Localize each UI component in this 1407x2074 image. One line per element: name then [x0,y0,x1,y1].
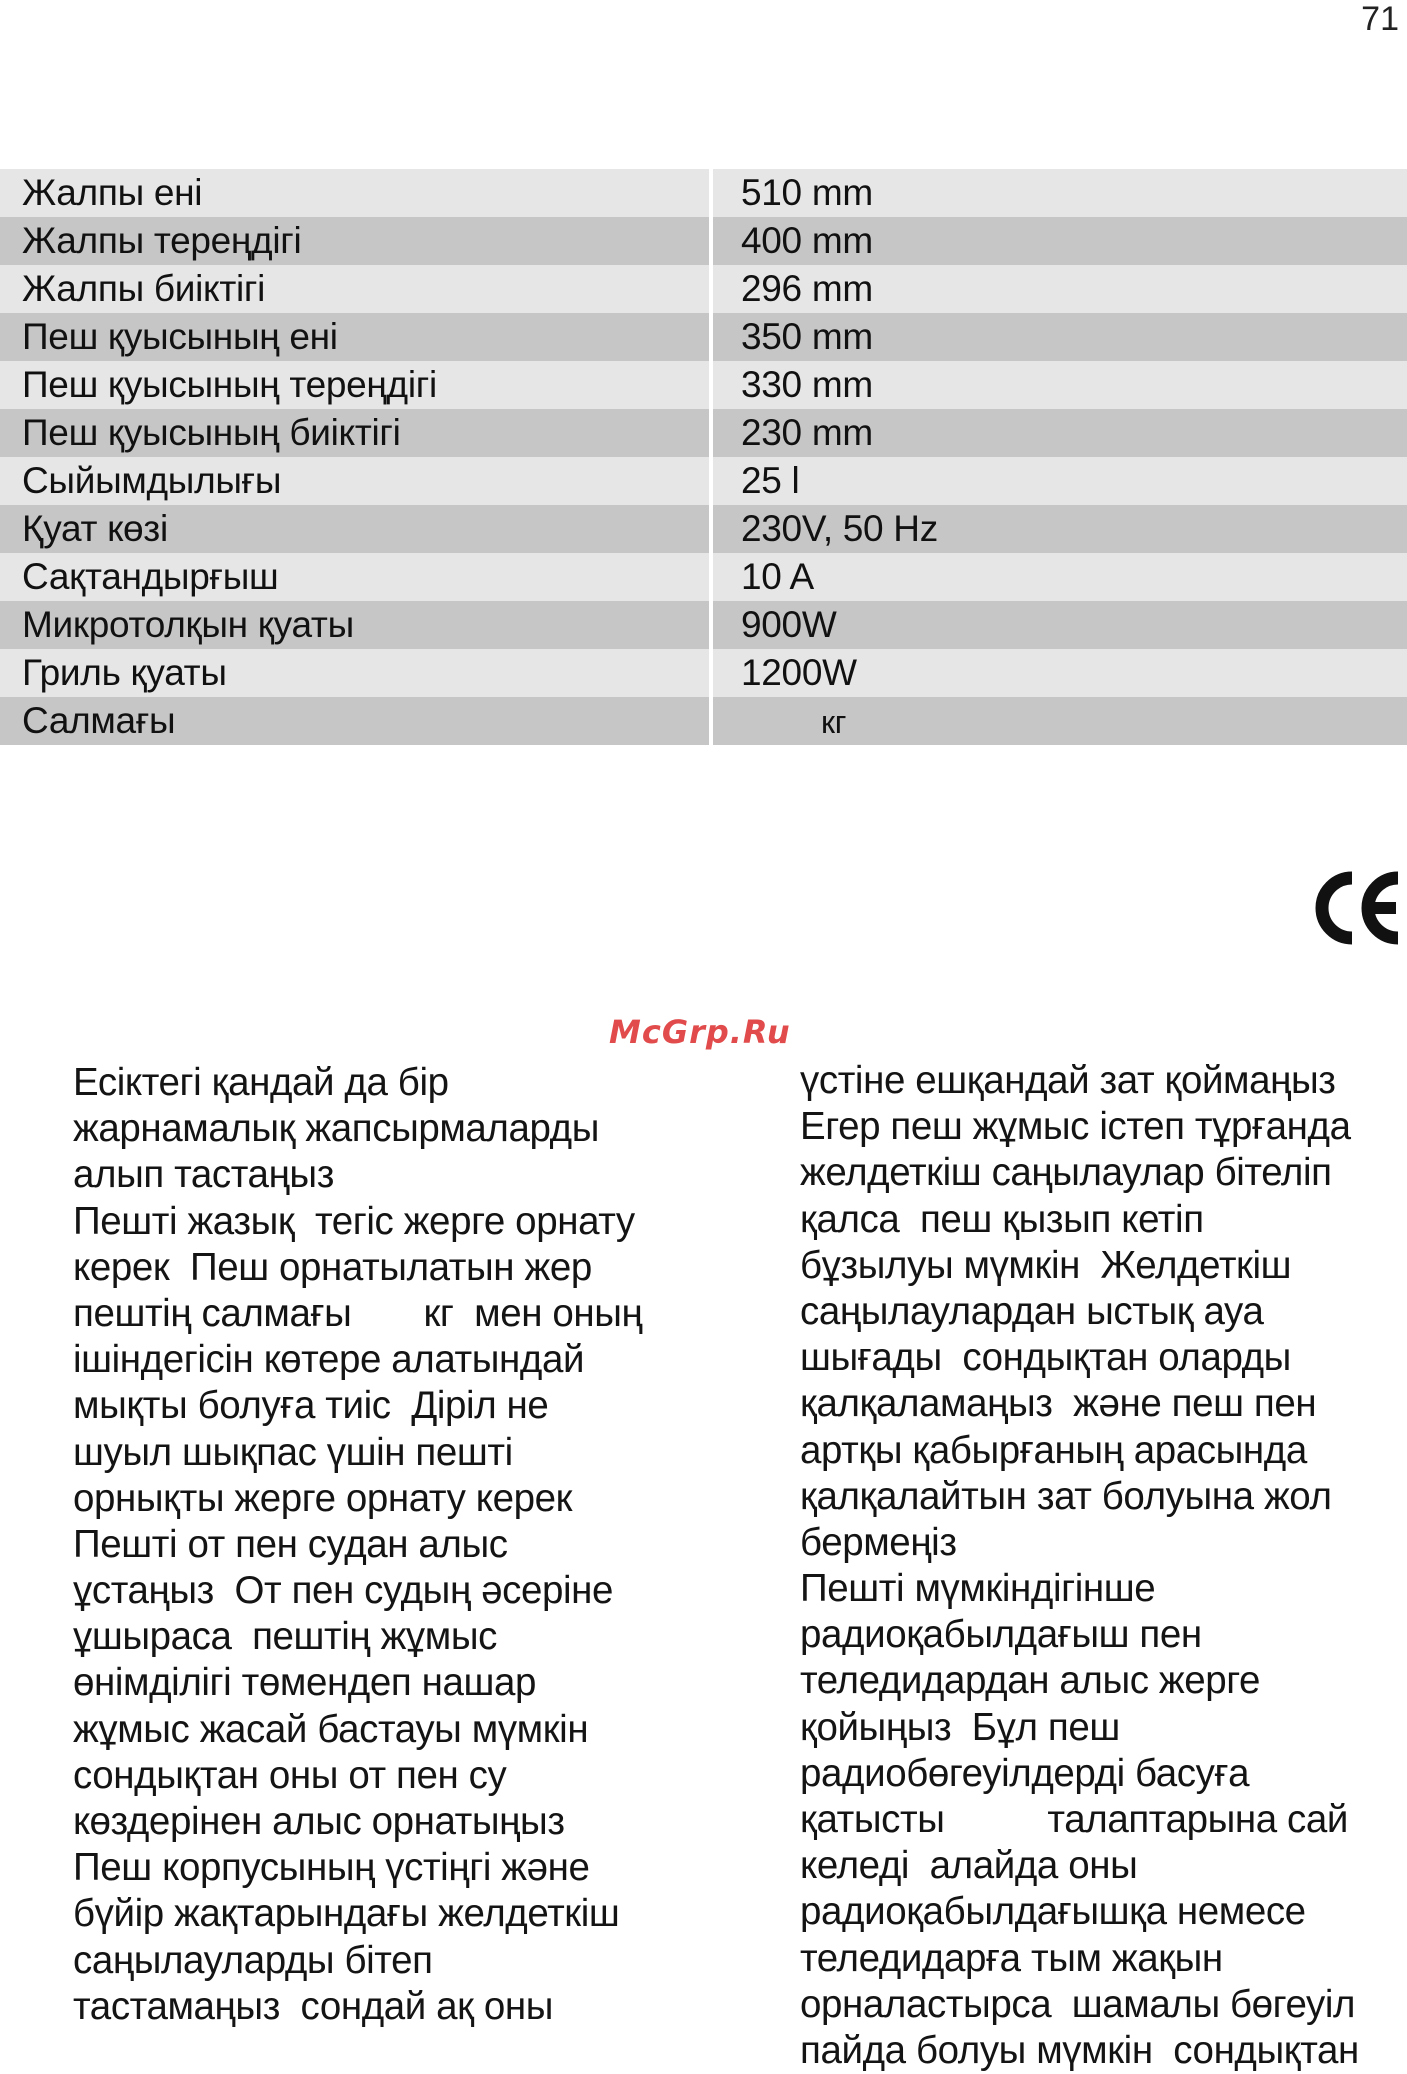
text-line: желдеткіш саңылаулар бітеліп [800,1151,1332,1195]
text-line: радиобөгеуілдерді басуға [800,1751,1250,1795]
spec-label: Жалпы тереңдігі [0,217,709,265]
spec-row [0,409,1407,457]
text-line: артқы қабырғаның арасында [800,1428,1307,1472]
text-line: Егер пеш жұмыс істеп тұрғанда [800,1105,1351,1149]
text-line: қалқалайтын зат болуына жол [800,1474,1332,1518]
spec-value: 1200W [713,649,1407,697]
text-line: қатысты талаптарына сай [800,1798,1349,1841]
spec-value: 510 mm [713,169,1407,217]
spec-label: Қуат көзі [0,505,709,553]
text-line: бермеңіз [800,1520,957,1564]
spec-row [0,313,1407,361]
spec-row [0,505,1407,553]
text-line: Есіктегі қандай да бір [73,1061,449,1104]
text-line: жұмыс жасай бастауы мүмкін [73,1707,589,1751]
spec-value-text: кг [821,704,847,740]
text-line: келеді алайда оны [800,1844,1138,1888]
ce-mark-icon [1312,870,1404,946]
text-line: радиоқабылдағышқа немесе [800,1890,1306,1934]
spec-value: 350 mm [713,313,1407,361]
spec-row [0,217,1407,265]
spec-value: 296 mm [713,265,1407,313]
text-line: шуыл шықпас үшін пешті [73,1430,513,1474]
text-line: саңылаулардан ыстық ауа [800,1289,1264,1333]
text-line: радиоқабылдағыш пен [800,1613,1202,1657]
page-number: 71 [1361,0,1399,38]
spec-row [0,601,1407,649]
text-line: ұстаңыз От пен судың әсеріне [73,1569,614,1613]
spec-value: 330 mm [713,361,1407,409]
spec-label: Пеш қуысының биіктігі [0,409,709,457]
text-line: ішіндегісін көтере алатындай [73,1338,585,1382]
text-line: бұзылуы мүмкін Желдеткіш [800,1243,1292,1287]
spec-row [0,457,1407,505]
text-line: саңылауларды бітеп [73,1938,433,1982]
text-line: жарнамалық жапсырмаларды [73,1107,599,1151]
watermark: McGrp.Ru [609,1013,791,1051]
text-line: ұшыраса пештің жұмыс [73,1615,497,1659]
text-line: бүйір жақтарындағы желдеткіш [73,1892,620,1936]
text-line: Пешті от пен судан алыс [73,1522,508,1566]
spec-label: Сыйымдылығы [0,457,709,505]
spec-label: Жалпы ені [0,169,709,217]
spec-label: Сақтандырғыш [0,553,709,601]
text-line: қалқаламаңыз және пеш пен [800,1382,1317,1426]
spec-value [713,697,1407,745]
text-line: пештің салмағы кг мен оның [73,1291,643,1335]
text-line: орнықты жерге орнату керек [73,1476,573,1520]
text-line: үстіне ешқандай зат қоймаңыз [800,1059,1336,1102]
spec-value: 25 l [713,457,1407,505]
text-line: теледидардан алыс жерге [800,1659,1261,1703]
text-line: қалса пеш қызып кетіп [800,1197,1204,1241]
spec-label: Пеш қуысының тереңдігі [0,361,709,409]
text-line: пайда болуы мүмкін сондықтан [800,2028,1359,2072]
spec-value: 900W [713,601,1407,649]
spec-row [0,649,1407,697]
text-line: Пеш корпусының үстіңгі және [73,1846,590,1890]
left-text-column [73,1060,642,2030]
text-line: алып тастаңыз [73,1153,334,1197]
text-line: қойыңыз Бұл пеш [800,1705,1120,1749]
spec-row [0,553,1407,601]
text-line: Пешті мүмкіндігінше [800,1567,1156,1611]
spec-row [0,697,1407,745]
spec-table [0,169,1407,745]
text-line: сондықтан оны от пен су [73,1753,507,1797]
spec-row [0,265,1407,313]
spec-row [0,169,1407,217]
spec-label: Гриль қуаты [0,649,709,697]
text-line: тастамаңыз сондай ақ оны [73,1984,554,2028]
spec-label: Салмағы [0,697,709,745]
text-line: теледидарға тым жақын [800,1936,1223,1980]
spec-value: 400 mm [713,217,1407,265]
text-line: керек Пеш орнатылатын жер [73,1245,592,1289]
spec-value: 230 mm [713,409,1407,457]
spec-row [0,361,1407,409]
text-line: көздерінен алыс орнатыңыз [73,1800,565,1843]
spec-label: Микротолқын қуаты [0,601,709,649]
right-text-column [800,1058,1359,2074]
text-line: шығады сондықтан оларды [800,1336,1291,1380]
text-line: өнімділігі төмендеп нашар [73,1661,537,1705]
text-line: Пешті жазық тегіс жерге орнату [73,1199,635,1243]
spec-value: 10 A [713,553,1407,601]
spec-label: Пеш қуысының ені [0,313,709,361]
spec-value: 230V, 50 Hz [713,505,1407,553]
text-line: мықты болуға тиіс Діріл не [73,1384,549,1428]
text-line: орналастырса шамалы бөгеуіл [800,1982,1356,2026]
spec-label: Жалпы биіктігі [0,265,709,313]
